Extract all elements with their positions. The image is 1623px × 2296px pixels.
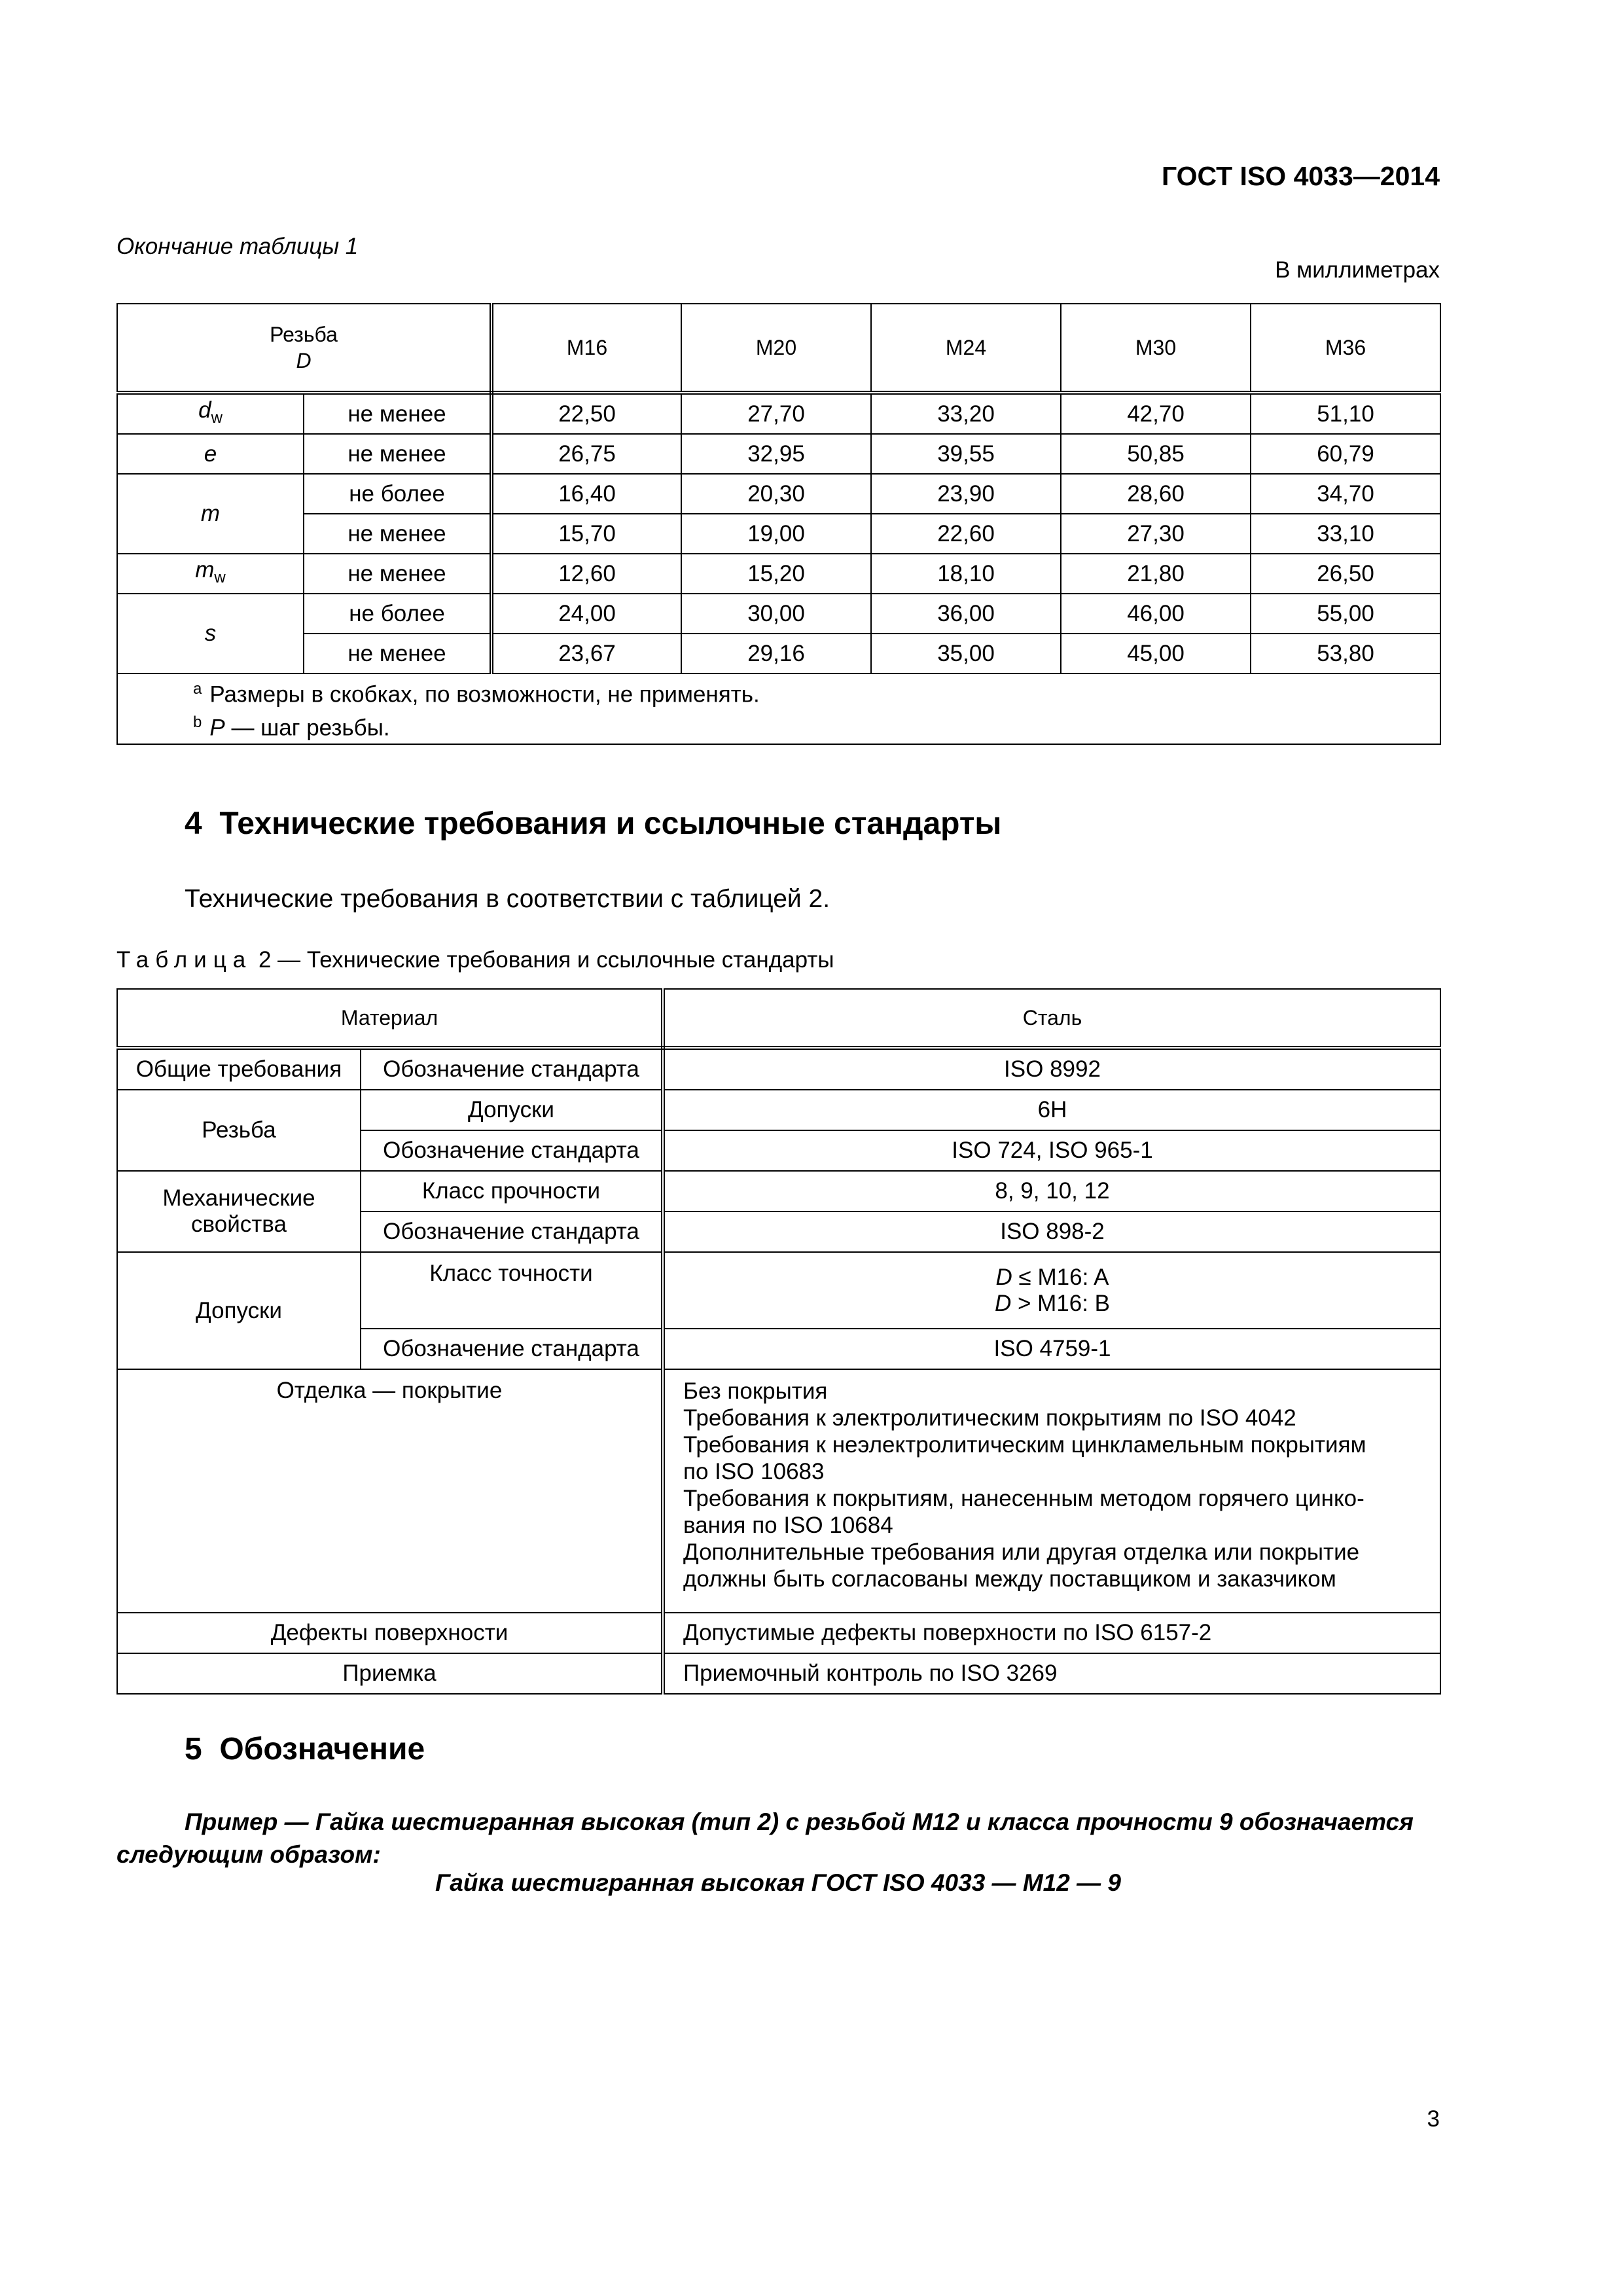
row-condition: не менее xyxy=(304,554,491,594)
table-cell: 12,60 xyxy=(491,554,681,594)
table-cell: ISO 898-2 xyxy=(663,1211,1440,1252)
table-cell: 33,20 xyxy=(871,393,1061,434)
row-label: Общие требования xyxy=(117,1048,361,1090)
row-symbol-s: s xyxy=(117,594,304,673)
table-cell: ISO 724, ISO 965-1 xyxy=(663,1130,1440,1171)
table-cell: 27,30 xyxy=(1061,514,1251,554)
table1-notes-row xyxy=(117,673,1440,744)
table-cell: 45,00 xyxy=(1061,634,1251,673)
table1-continuation-caption: Окончание таблицы 1 xyxy=(116,234,359,259)
row-sublabel: Класс точности xyxy=(361,1252,663,1329)
table-cell: Приемочный контроль по ISO 3269 xyxy=(663,1653,1440,1694)
table-cell: 26,50 xyxy=(1251,554,1440,594)
table-row xyxy=(117,1171,1440,1211)
row-symbol-dw: $d_w$ xyxy=(117,393,304,434)
table-cell: 34,70 xyxy=(1251,474,1440,514)
table-row xyxy=(117,1369,1440,1613)
table-cell: 20,30 xyxy=(681,474,871,514)
table2-header-row xyxy=(117,989,1440,1048)
table-cell: 51,10 xyxy=(1251,393,1440,434)
table-row xyxy=(117,594,1440,634)
table-cell: ISO 4759-1 xyxy=(663,1329,1440,1369)
table-cell: 18,10 xyxy=(871,554,1061,594)
section-4-heading: 4 Технические требования и ссылочные стандарты xyxy=(185,806,1002,841)
table2-caption: Таблица 2 — Технические требования и ссылочные стандарты xyxy=(116,947,834,973)
table-row xyxy=(117,1613,1440,1653)
units-label: В миллиметрах xyxy=(1275,257,1440,283)
material-header: Материал xyxy=(117,989,663,1048)
table-cell: 50,85 xyxy=(1061,434,1251,474)
row-sublabel: Обозначение стандарта xyxy=(361,1130,663,1171)
table-cell: 24,00 xyxy=(491,594,681,634)
row-condition: не более xyxy=(304,594,491,634)
table-cell: 15,20 xyxy=(681,554,871,594)
row-symbol-mw: $m_w$ xyxy=(117,554,304,594)
table-cell: 26,75 xyxy=(491,434,681,474)
table-cell: 8, 9, 10, 12 xyxy=(663,1171,1440,1211)
table-cell: 6H xyxy=(663,1090,1440,1130)
row-condition: не менее xyxy=(304,514,491,554)
table-cell: 22,60 xyxy=(871,514,1061,554)
table-row xyxy=(117,514,1440,554)
table-cell: ISO 8992 xyxy=(663,1048,1440,1090)
size-header: M30 xyxy=(1061,304,1251,393)
table-cell: 46,00 xyxy=(1061,594,1251,634)
table-row xyxy=(117,434,1440,474)
row-condition: не более xyxy=(304,474,491,514)
table-cell: Допустимые дефекты поверхности по ISO 6157-2 xyxy=(663,1613,1440,1653)
table-cell: 15,70 xyxy=(491,514,681,554)
table2 xyxy=(116,988,1441,1695)
table-cell: 22,50 xyxy=(491,393,681,434)
row-label: Допуски xyxy=(117,1252,361,1369)
table-cell: 30,00 xyxy=(681,594,871,634)
finish-lines: Без покрытия Требования к электролитическим покрытиям по ISO 4042 Требования к неэлектролитическим цинкламельным покрытиям по ISO 10683 Требования к покрытиям, нанесенным методом горячего цинко- вания по ISO 10684 Дополнительные требования или другая отделка или покрытие должны быть согласованы между поставщиком и заказчиком xyxy=(663,1369,1440,1613)
section-5-heading: 5 Обозначение xyxy=(185,1732,425,1767)
designation-example: Гайка шестигранная высокая ГОСТ ISO 4033 — M12 — 9 xyxy=(435,1869,1121,1896)
row-label: Механические свойства xyxy=(117,1171,361,1252)
thread-symbol: D xyxy=(296,349,312,372)
table-row xyxy=(117,474,1440,514)
row-label: Дефекты поверхности xyxy=(117,1613,663,1653)
table1-header-row xyxy=(117,304,1440,393)
row-condition: не менее xyxy=(304,393,491,434)
table-cell: 39,55 xyxy=(871,434,1061,474)
row-condition: не менее xyxy=(304,634,491,673)
table-row xyxy=(117,393,1440,434)
table-cell: 19,00 xyxy=(681,514,871,554)
row-condition: не менее xyxy=(304,434,491,474)
table1 xyxy=(116,303,1441,745)
steel-header: Сталь xyxy=(663,989,1440,1048)
table-cell: 27,70 xyxy=(681,393,871,434)
size-header: M20 xyxy=(681,304,871,393)
table-cell: 35,00 xyxy=(871,634,1061,673)
row-label: Резьба xyxy=(117,1090,361,1171)
row-sublabel: Обозначение стандарта xyxy=(361,1211,663,1252)
row-label: Приемка xyxy=(117,1653,663,1694)
table-cell: 32,95 xyxy=(681,434,871,474)
table-row xyxy=(117,1090,1440,1130)
table-cell: 28,60 xyxy=(1061,474,1251,514)
size-header: M16 xyxy=(491,304,681,393)
table-cell: 42,70 xyxy=(1061,393,1251,434)
document-code: ГОСТ ISO 4033—2014 xyxy=(1161,161,1440,191)
thread-header-cell xyxy=(117,304,491,393)
row-sublabel: Обозначение стандарта xyxy=(361,1048,663,1090)
table-cell: 55,00 xyxy=(1251,594,1440,634)
table-cell: 53,80 xyxy=(1251,634,1440,673)
section-4-paragraph: Технические требования в соответствии с таблицей 2. xyxy=(185,885,830,913)
row-symbol-e: e xyxy=(117,434,304,474)
table-cell: D ≤ M16: A D > M16: B xyxy=(663,1252,1440,1329)
size-header: M24 xyxy=(871,304,1061,393)
row-label: Отделка — покрытие xyxy=(117,1369,663,1613)
table-row xyxy=(117,554,1440,594)
row-sublabel: Класс прочности xyxy=(361,1171,663,1211)
table-cell: 16,40 xyxy=(491,474,681,514)
table1-notes xyxy=(117,673,1440,744)
table-cell: 36,00 xyxy=(871,594,1061,634)
table-row xyxy=(117,1252,1440,1329)
thread-label: Резьба xyxy=(270,323,338,346)
table-cell: 23,67 xyxy=(491,634,681,673)
table-cell: 29,16 xyxy=(681,634,871,673)
row-symbol-m: m xyxy=(117,474,304,554)
table-cell: 60,79 xyxy=(1251,434,1440,474)
table-cell: 33,10 xyxy=(1251,514,1440,554)
row-sublabel: Допуски xyxy=(361,1090,663,1130)
row-sublabel: Обозначение стандарта xyxy=(361,1329,663,1369)
table-row xyxy=(117,634,1440,673)
page-number: 3 xyxy=(1427,2106,1440,2132)
table-row xyxy=(117,1048,1440,1090)
footnote-b: $^b$ P — шаг резьбы. xyxy=(193,713,390,741)
table-cell: 23,90 xyxy=(871,474,1061,514)
footnote-a: $^a$ Размеры в скобках, по возможности, не применять. xyxy=(193,680,760,708)
example-text: Пример — Гайка шестигранная высокая (тип 2) с резьбой M12 и класса прочности 9 обозначается следующим образом: xyxy=(116,1808,1414,1868)
size-header: M36 xyxy=(1251,304,1440,393)
table-cell: 21,80 xyxy=(1061,554,1251,594)
table-row xyxy=(117,1653,1440,1694)
